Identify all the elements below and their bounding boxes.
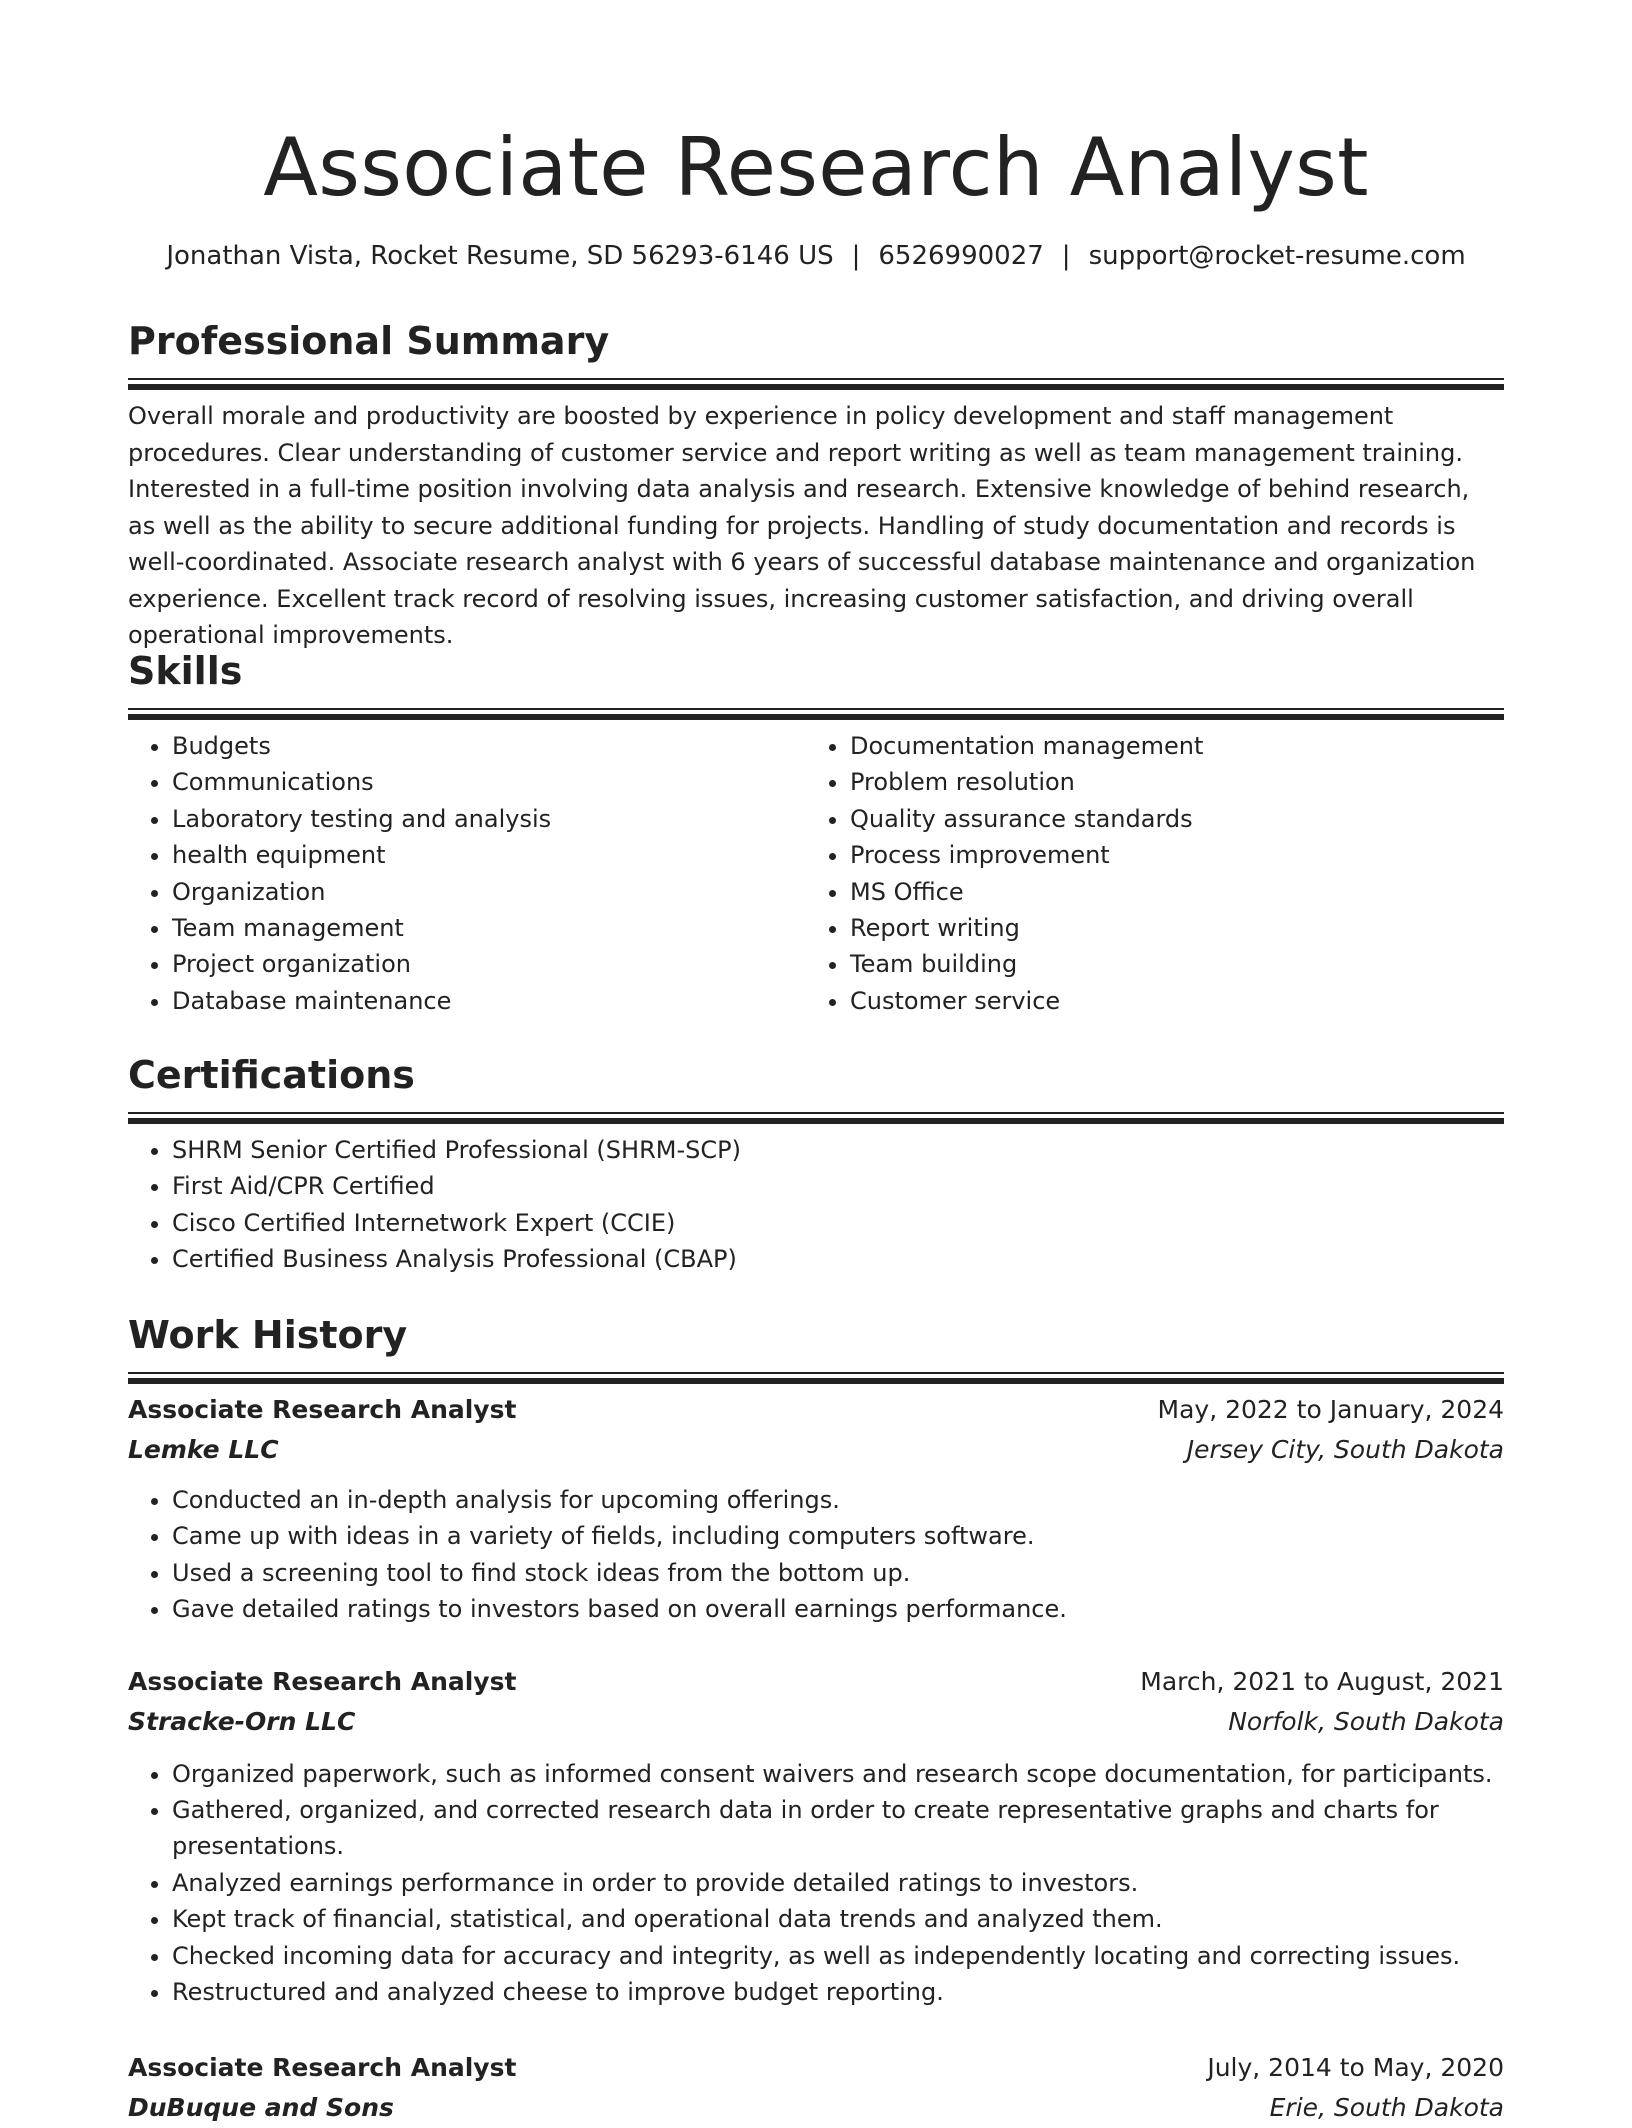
job-dates: March, 2021 to August, 2021 — [1140, 1666, 1504, 1696]
summary-section — [128, 316, 1504, 654]
job-company: Stracke-Orn LLC — [128, 1706, 356, 1736]
contact-separator: | — [851, 241, 861, 271]
summary-heading: Professional Summary — [128, 319, 610, 363]
job-location: Erie, South Dakota — [1269, 2093, 1504, 2123]
skill-item: • Process improvement — [850, 837, 1484, 873]
certifications-section — [128, 1050, 1504, 1278]
certification-item: • Certified Business Analysis Professional (CBAP) — [172, 1241, 1504, 1277]
skills-left-list — [128, 728, 806, 1019]
section-divider — [128, 708, 1504, 714]
certifications-heading: Certifications — [128, 1053, 415, 1097]
job-title: Associate Research Analyst — [128, 1395, 517, 1424]
job-company-row — [128, 2088, 1504, 2128]
skill-item: • Laboratory testing and analysis — [172, 801, 806, 837]
contact-email: support@rocket-resume.com — [1088, 241, 1466, 271]
job-bullet: • Used a screening tool to find stock ideas from the bottom up. — [172, 1555, 1504, 1591]
skill-item: • Quality assurance standards — [850, 801, 1484, 837]
resume-title: Associate Research Analyst — [263, 121, 1369, 214]
job-dates: July, 2014 to May, 2020 — [1207, 2053, 1504, 2083]
job-entry — [128, 1662, 1504, 2011]
skill-item: • Budgets — [172, 728, 806, 764]
section-divider — [128, 1112, 1504, 1118]
skill-item: • Problem resolution — [850, 764, 1484, 800]
job-bullet: • Checked incoming data for accuracy and integrity, as well as independently locating and correcting issues. — [172, 1938, 1504, 1974]
job-title: Associate Research Analyst — [128, 1666, 517, 1696]
section-divider — [128, 1372, 1504, 1378]
skill-item: • Team management — [172, 910, 806, 946]
job-entry — [128, 2048, 1504, 2128]
contact-address: Jonathan Vista, Rocket Resume, SD 56293-6146 US — [166, 241, 834, 271]
job-bullets — [128, 1756, 1504, 2011]
certifications-list — [128, 1132, 1504, 1278]
certification-item: • Cisco Certified Internetwork Expert (CCIE) — [172, 1205, 1504, 1241]
job-location: Jersey City, South Dakota — [1186, 1435, 1504, 1464]
job-bullet: • Analyzed earnings performance in order to provide detailed ratings to investors. — [172, 1865, 1504, 1901]
certification-item: • SHRM Senior Certified Professional (SHRM-SCP) — [172, 1132, 1504, 1168]
job-bullet: • Restructured and analyzed cheese to improve budget reporting. — [172, 1974, 1504, 2010]
skills-right-column — [806, 728, 1484, 1019]
job-bullet: • Conducted an in-depth analysis for upcoming offerings. — [172, 1482, 1504, 1518]
skill-item: • Customer service — [850, 983, 1484, 1019]
job-bullet: • Gave detailed ratings to investors based on overall earnings performance. — [172, 1591, 1504, 1627]
skill-item: • Project organization — [172, 946, 806, 982]
contact-line — [0, 238, 1632, 274]
contact-phone: 6526990027 — [878, 241, 1044, 271]
section-divider — [128, 378, 1504, 384]
skills-columns — [128, 728, 1504, 1019]
job-location: Norfolk, South Dakota — [1228, 1706, 1504, 1736]
certification-item: • First Aid/CPR Certified — [172, 1168, 1504, 1204]
job-company-row — [128, 1702, 1504, 1742]
work-history-heading: Work History — [128, 1313, 408, 1357]
skill-item: • Report writing — [850, 910, 1484, 946]
skill-item: • health equipment — [172, 837, 806, 873]
skill-item: • Team building — [850, 946, 1484, 982]
job-title: Associate Research Analyst — [128, 2053, 517, 2083]
skills-left-column — [128, 728, 806, 1019]
summary-text: Overall morale and productivity are boosted by experience in policy development and staff management procedures. Clear understanding of customer service and report writing as well as team management training. Interested in a full-time position involving data analysis and research. Extensive knowledge of behind research, as well as the ability to secure additional funding for projects. Handling of study documentation and records is well-coordinated. Associate research analyst with 6 years of successful database maintenance and organization experience. Excellent track record of resolving issues, increasing customer satisfaction, and driving overall operational improvements. — [128, 402, 1476, 649]
job-bullet: • Gathered, organized, and corrected research data in order to create representative graphs and charts for presentations. — [172, 1792, 1504, 1865]
job-header-row — [128, 1390, 1504, 1430]
skills-heading: Skills — [128, 649, 243, 693]
job-company-row — [128, 1430, 1504, 1470]
job-bullet: • Organized paperwork, such as informed consent waivers and research scope documentation, for participants. — [172, 1756, 1504, 1792]
skills-section — [128, 646, 1504, 1019]
job-company: Lemke LLC — [128, 1435, 279, 1464]
skill-item: • Organization — [172, 874, 806, 910]
skill-item: • Documentation management — [850, 728, 1484, 764]
skill-item: • MS Office — [850, 874, 1484, 910]
job-dates: May, 2022 to January, 2024 — [1157, 1395, 1504, 1424]
job-bullet: • Kept track of financial, statistical, and operational data trends and analyzed them. — [172, 1901, 1504, 1937]
work-history-section — [128, 1310, 1504, 2128]
contact-separator: | — [1061, 241, 1071, 271]
job-bullet: • Came up with ideas in a variety of fields, including computers software. — [172, 1518, 1504, 1554]
skill-item: • Communications — [172, 764, 806, 800]
job-header-row — [128, 2048, 1504, 2088]
job-header-row — [128, 1662, 1504, 1702]
skills-right-list — [806, 728, 1484, 1019]
skill-item: • Database maintenance — [172, 983, 806, 1019]
job-entry — [128, 1390, 1504, 1628]
job-bullets — [128, 1482, 1504, 1628]
job-company: DuBuque and Sons — [128, 2093, 394, 2123]
